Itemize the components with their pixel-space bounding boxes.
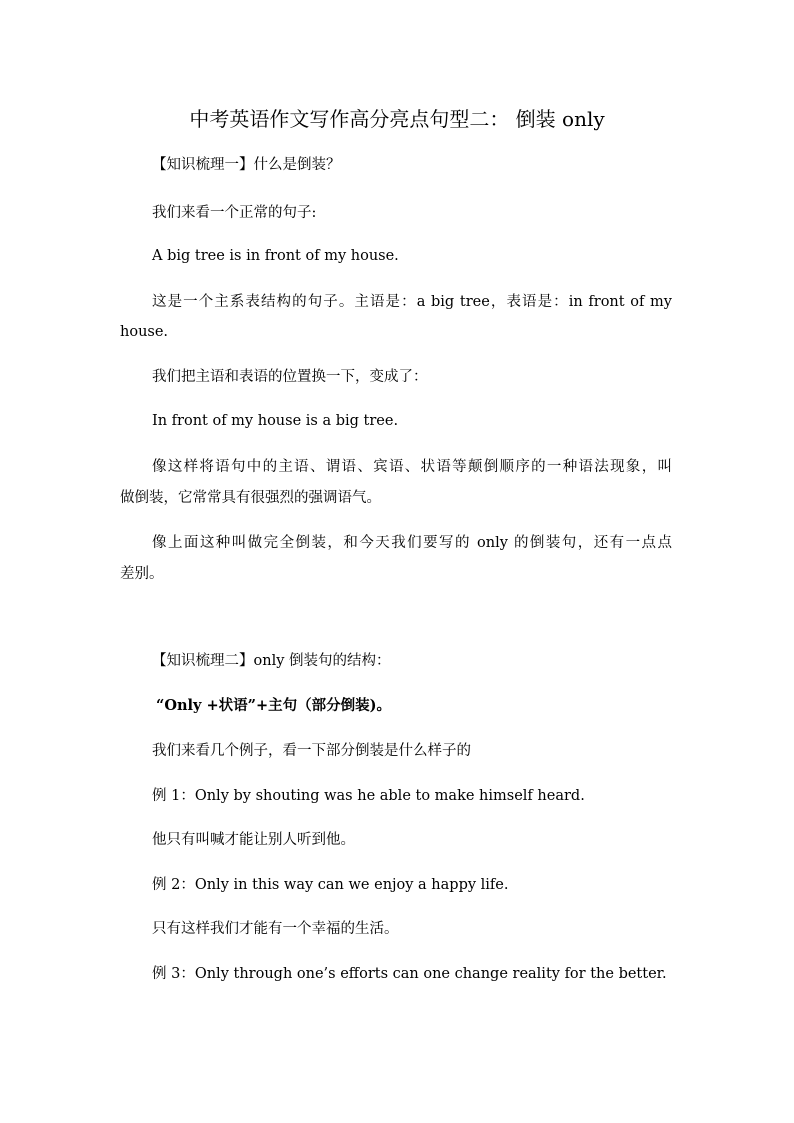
structure-formula: “Only +状语”+主句（部分倒装)。 [156,697,391,714]
document-title: 中考英语作文写作高分亮点句型二： 倒装 only [189,107,605,131]
example-1-chinese: 他只有叫喊才能让别人听到他。 [152,832,355,848]
comparison-line2: 差别。 [120,566,164,582]
structure-analysis-line2: house. [120,324,169,340]
example-2-english: 例 2：Only in this way can we enjoy a happy life. [152,877,509,893]
example-1-english: 例 1：Only by shouting was he able to make himself heard. [152,788,585,804]
section2-intro: 我们来看几个例子，看一下部分倒装是什么样子的 [152,743,471,759]
section1-intro: 我们来看一个正常的句子: [152,205,317,221]
swap-instruction: 我们把主语和表语的位置换一下，变成了： [152,369,428,385]
definition-line2: 做倒装，它常常具有很强烈的强调语气。 [120,490,381,506]
example-3-english: 例 3：Only through one’s efforts can one change reality for the better. [152,966,667,982]
structure-analysis-line1: 这是一个主系表结构的句子。主语是：a big tree，表语是：in front of my [152,294,672,310]
section2-heading: 【知识梳理二】only 倒装句的结构： [152,653,391,669]
example-2-chinese: 只有这样我们才能有一个幸福的生活。 [152,921,399,937]
inverted-sentence-example: In front of my house is a big tree. [152,413,399,429]
comparison-line1: 像上面这种叫做完全倒装，和今天我们要写的 only 的倒装句，还有一点点 [152,535,672,551]
definition-line1: 像这样将语句中的主语、谓语、宾语、状语等颠倒顺序的一种语法现象，叫 [152,459,672,475]
normal-sentence-example: A big tree is in front of my house. [152,248,399,264]
section1-heading: 【知识梳理一】什么是倒装？ [152,157,341,173]
